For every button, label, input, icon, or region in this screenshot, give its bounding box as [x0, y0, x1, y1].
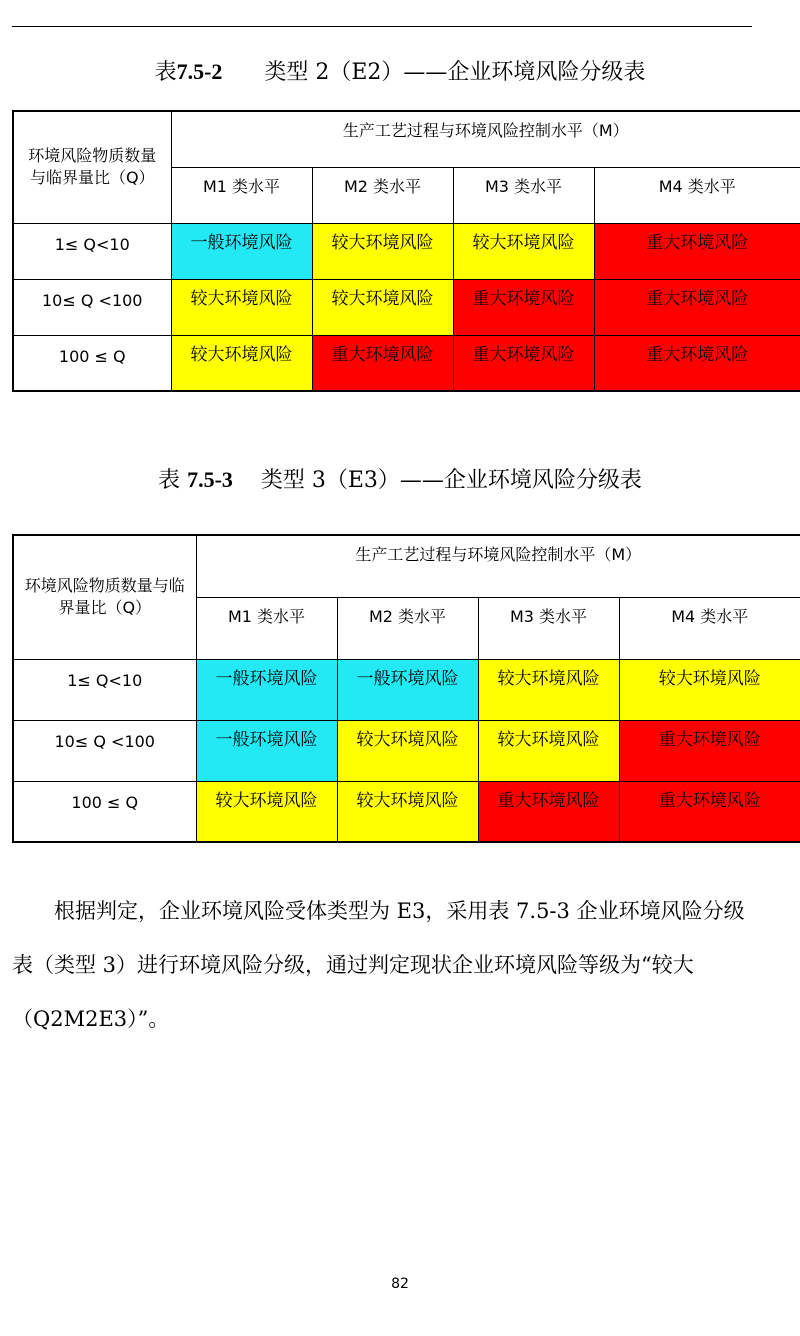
risk-cell: 一般环境风险: [196, 659, 337, 720]
table-caption-e2: 表7.5-2 类型 2（E2）——企业环境风险分级表: [154, 59, 646, 85]
risk-cell: 较大环境风险: [478, 720, 619, 781]
risk-cell: 重大环境风险: [312, 335, 453, 391]
risk-cell: 较大环境风险: [171, 335, 312, 391]
risk-cell: 较大环境风险: [196, 781, 337, 842]
m-level-header: M4 类水平: [619, 597, 800, 659]
q-range-label: 1≤ Q<10: [13, 223, 171, 279]
risk-cell: 较大环境风险: [312, 223, 453, 279]
m-level-header: M2 类水平: [337, 597, 478, 659]
risk-cell: 较大环境风险: [619, 659, 800, 720]
risk-cell: 一般环境风险: [171, 223, 312, 279]
risk-cell: 较大环境风险: [453, 223, 594, 279]
risk-cell: 一般环境风险: [337, 659, 478, 720]
table-caption-e3: 表 7.5-3 类型 3（E3）——企业环境风险分级表: [158, 467, 642, 493]
table-row: [13, 335, 800, 391]
risk-cell: 重大环境风险: [619, 720, 800, 781]
m-column-header: 生产工艺过程与环境风险控制水平（M）: [196, 535, 800, 597]
m-column-header: 生产工艺过程与环境风险控制水平（M）: [171, 111, 800, 167]
q-range-label: 100 ≤ Q: [13, 335, 171, 391]
m-level-header: M3 类水平: [453, 167, 594, 223]
m-level-header: M1 类水平: [171, 167, 312, 223]
m-level-header: M1 类水平: [196, 597, 337, 659]
risk-table-e2: [12, 110, 800, 392]
table-row: [13, 720, 800, 781]
risk-table-e3: [12, 534, 800, 843]
conclusion-paragraph: 根据判定，企业环境风险受体类型为 E3，采用表 7.5-3 企业环境风险分级表（类型 3）进行环境风险分级，通过判定现状企业环境风险等级为“较大（Q2M2E3）”。: [12, 899, 745, 1031]
risk-cell: 重大环境风险: [619, 781, 800, 842]
q-range-label: 1≤ Q<10: [13, 659, 196, 720]
q-column-header: 环境风险物质数量与临界量比（Q）: [13, 535, 196, 659]
table-row: [13, 781, 800, 842]
page-number: 82: [391, 1276, 409, 1292]
risk-cell: 较大环境风险: [337, 781, 478, 842]
table-row: [13, 223, 800, 279]
risk-cell: 重大环境风险: [594, 335, 800, 391]
risk-cell: 重大环境风险: [453, 335, 594, 391]
q-range-label: 10≤ Q <100: [13, 720, 196, 781]
q-column-header: 环境风险物质数量与临界量比（Q）: [13, 111, 171, 223]
risk-cell: 重大环境风险: [594, 279, 800, 335]
header-rule: [12, 26, 752, 27]
risk-cell: 重大环境风险: [594, 223, 800, 279]
m-level-header: M2 类水平: [312, 167, 453, 223]
risk-cell: 一般环境风险: [196, 720, 337, 781]
q-range-label: 100 ≤ Q: [13, 781, 196, 842]
risk-cell: 较大环境风险: [312, 279, 453, 335]
risk-cell: 重大环境风险: [478, 781, 619, 842]
q-range-label: 10≤ Q <100: [13, 279, 171, 335]
risk-cell: 较大环境风险: [478, 659, 619, 720]
risk-cell: 重大环境风险: [453, 279, 594, 335]
risk-cell: 较大环境风险: [337, 720, 478, 781]
m-level-header: M3 类水平: [478, 597, 619, 659]
m-level-header: M4 类水平: [594, 167, 800, 223]
risk-cell: 较大环境风险: [171, 279, 312, 335]
table-row: [13, 659, 800, 720]
table-row: [13, 279, 800, 335]
